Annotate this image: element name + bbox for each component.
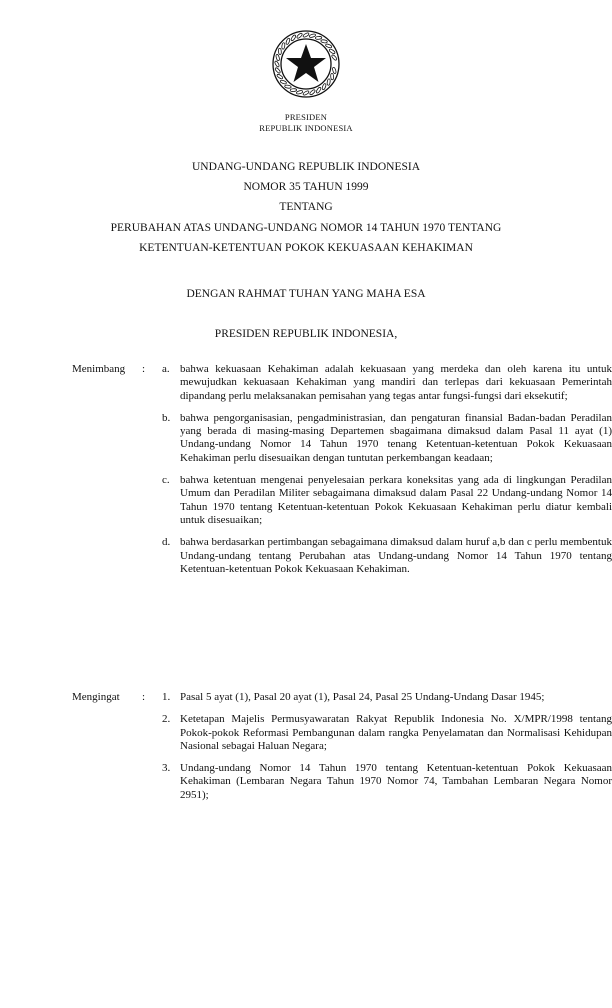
title-law: UNDANG-UNDANG REPUBLIK INDONESIA — [191, 161, 421, 173]
wreath-leaf — [276, 74, 283, 80]
item-text: Ketetapan Majelis Permusyawaratan Rakyat Republik Indonesia No. X/MPR/1998 tentang Pokok-pokok Reformasi Pembangunan dalam rangka Penyelamatan dan Normalisasi Kehidupan Nasional sebagai Haluan Negara; — [180, 713, 612, 752]
title-subject-2: KETENTUAN-KETENTUAN POKOK KEKUASAAN KEHAKIMAN — [139, 242, 473, 254]
list-item — [162, 474, 612, 527]
wreath-leaf — [296, 33, 303, 39]
wreath-leaf — [316, 87, 322, 94]
wreath-leaf — [309, 89, 316, 95]
wreath-leaf — [329, 48, 336, 54]
item-marker: b. — [162, 411, 171, 424]
wreath-leaf — [280, 80, 287, 85]
list-item — [162, 691, 612, 704]
preamble-president: PRESIDEN REPUBLIK INDONESIA, — [214, 328, 398, 340]
item-text: bahwa pengorganisasian, pengadministrasian, dan pengaturan finansial Badan-badan Peradilan yang berada di masing-masing Departemen sbagaimana dimaksud dalam Pasal 11 ayat (1) Undang-undang Nomor 14 Tahun 1970 tenang Ketentuan-ketentuan Pokok Kekuasaan Kehakiman perlu disesuaikan dengan tuntutan perkembangan keadaan; — [180, 411, 612, 464]
wreath-leaf — [285, 85, 292, 89]
list-item — [162, 412, 612, 465]
title-number: NOMOR 35 TAHUN 1999 — [243, 181, 369, 193]
item-marker: 2. — [162, 713, 171, 726]
item-text: bahwa ketentuan mengenai penyelesaian perkara koneksitas yang ada di lingkungan Peradilan Umum dan Peradilan Militer sebagaimana dimaksud dalam Pasal 22 Undang-undang Nomor 14 Tahun 1970 tentang Ketentuan-ketentuan Pokok Kekuasaan Kehakiman perlu diatur kembali untuk disesuaikan; — [180, 474, 612, 526]
wreath-leaf — [330, 73, 333, 80]
list-item — [162, 363, 612, 403]
menimbang-label: Menimbang — [72, 363, 126, 375]
wreath-leaf — [325, 43, 332, 48]
item-marker: d. — [162, 536, 171, 549]
wreath-leaf — [285, 38, 290, 45]
wreath-leaf — [303, 32, 310, 38]
wreath-leaf — [275, 67, 281, 74]
wreath-leaf — [274, 61, 280, 68]
item-text: bahwa berdasarkan pertimbangan sebagaimana dimaksud dalam huruf a,b dan c perlu membentuk Undang-undang tentang Perubahan atas Undang-undang Nomor 14 Tahun 1970 tentang Ketentuan-ketentuan Pokok Kekuasaan Kehakiman. — [180, 536, 612, 575]
list-item — [162, 762, 612, 802]
mengingat-colon: : — [142, 691, 146, 703]
wreath-leaf — [315, 36, 322, 39]
item-text: Pasal 5 ayat (1), Pasal 20 ayat (1), Pasal 24, Pasal 25 Undang-Undang Dasar 1945; — [180, 691, 545, 703]
wreath-leaf — [281, 43, 285, 50]
letterhead-line-1: PRESIDEN — [284, 112, 328, 122]
wreath-leaf — [296, 90, 303, 95]
item-text: bahwa kekuasaan Kehakiman adalah kekuasaan yang merdeka dan oleh karena itu untuk mewujudkan kekuasaan Kehakiman yang mandiri dan terlepas dari kekuasaan Pemerintah dipandang perlu melaksanakan pemisahan yang tegas antar fungsi-fungsi dari eksekutif; — [180, 363, 612, 402]
letterhead-line-2: REPUBLIK INDONESIA — [259, 123, 353, 133]
wreath-leaf — [322, 83, 327, 90]
item-marker: 3. — [162, 762, 171, 775]
preamble-grace: DENGAN RAHMAT TUHAN YANG MAHA ESA — [186, 288, 426, 300]
garuda-star-wreath-emblem-icon — [270, 28, 342, 100]
wreath-leaf — [290, 34, 296, 41]
wreath-leaf — [332, 67, 337, 74]
title-about: TENTANG — [279, 201, 333, 213]
wreath-leaf — [309, 33, 316, 38]
item-marker: 1. — [162, 691, 171, 703]
wreath-leaf — [275, 54, 280, 61]
menimbang-colon: : — [142, 363, 146, 375]
list-item — [162, 713, 612, 753]
wreath-leaf — [303, 90, 310, 96]
wreath-leaf — [278, 48, 281, 55]
wreath-leaf — [290, 88, 297, 91]
menimbang-list — [162, 363, 612, 585]
item-marker: c. — [162, 474, 170, 487]
mengingat-list — [162, 691, 612, 811]
wreath-leaf — [331, 54, 337, 61]
mengingat-label: Mengingat — [72, 691, 120, 703]
wreath-leaf — [327, 79, 331, 86]
item-text: Undang-undang Nomor 14 Tahun 1970 tentang Ketentuan-ketentuan Pokok Kekuasaan Kehakiman (Lembaran Negara Tahun 1970 Nomor 74, Tambahan Lembaran Negara Nomor 2951); — [180, 762, 612, 801]
wreath-leaf — [321, 39, 328, 43]
item-marker: a. — [162, 363, 170, 375]
list-item — [162, 536, 612, 576]
title-subject-1: PERUBAHAN ATAS UNDANG-UNDANG NOMOR 14 TAHUN 1970 TENTANG — [110, 222, 502, 234]
